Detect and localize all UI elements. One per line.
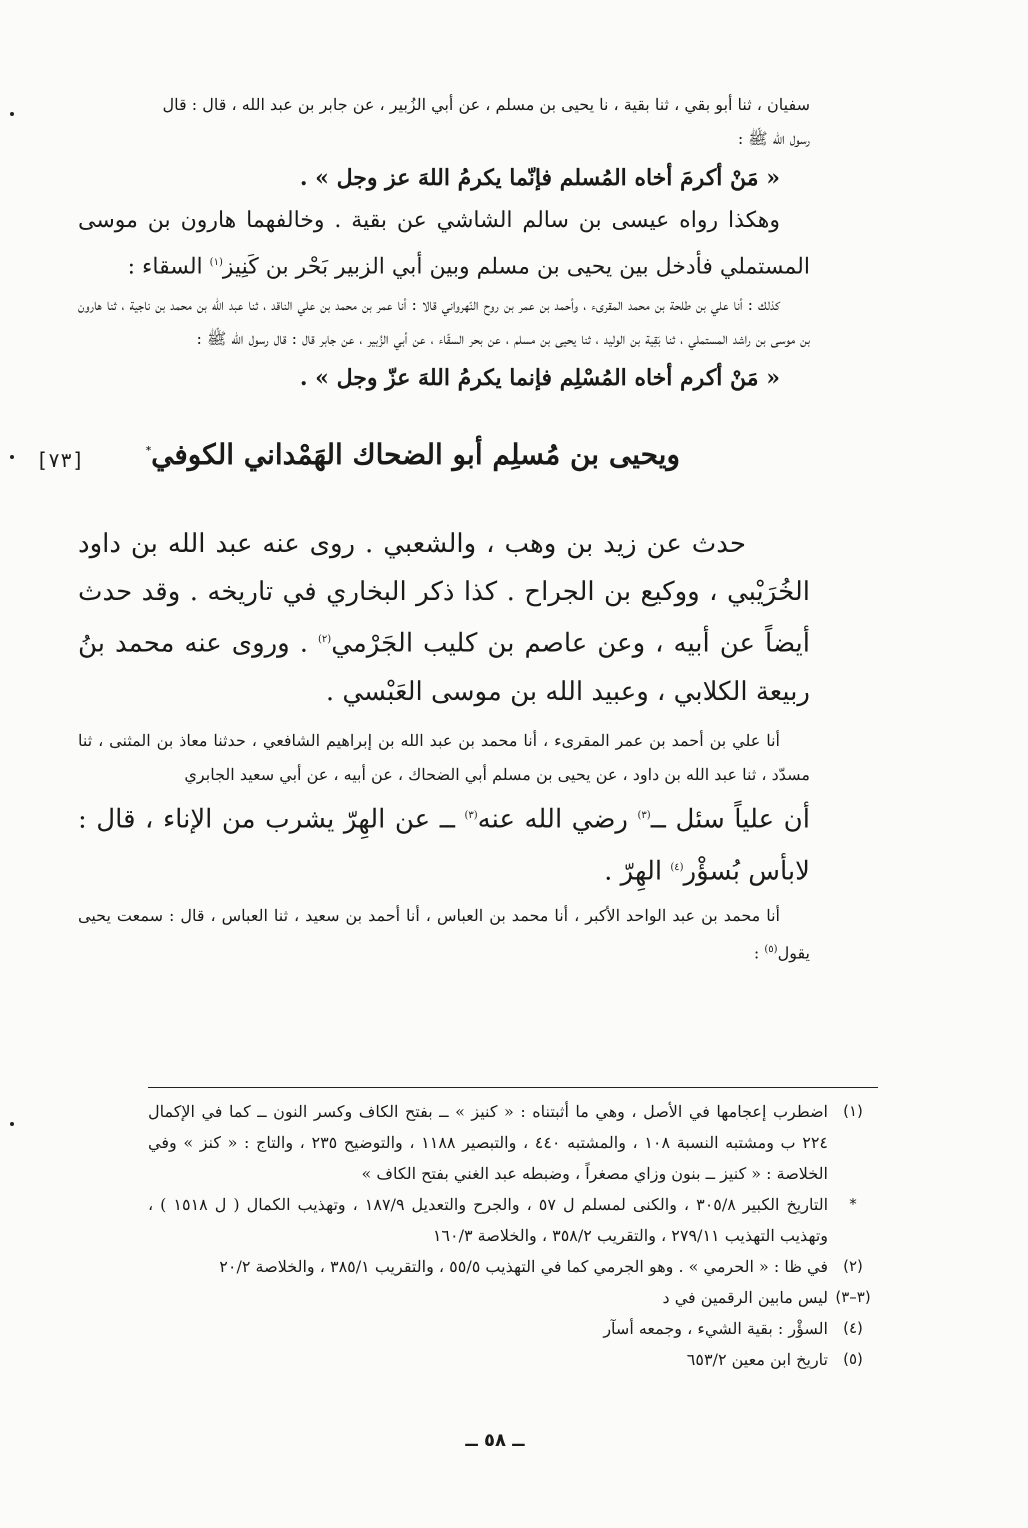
footnote-ref: (١) — [209, 257, 223, 268]
footnote-number: (٣–٣) — [835, 1288, 871, 1306]
hadith-text: « مَنْ أكرم أخاه المُسْلِم فإنما يكرمُ اللهَ عزّ وجل » . — [299, 365, 780, 392]
footnote-text: تاريخ ابن معين ٦٥٣/٢ — [686, 1350, 828, 1369]
footnote-item — [148, 1313, 878, 1344]
isnad-text: : — [753, 943, 765, 963]
footnote-item — [148, 1189, 878, 1251]
isnad-paragraph — [78, 899, 810, 970]
entry-title-text: ويحيى بن مُسلِم أبو الضحاك الهَمْداني الكوفي — [151, 438, 680, 472]
footnote-number: (٥) — [843, 1350, 863, 1368]
footnote-item — [148, 1096, 878, 1189]
footnote-item — [148, 1282, 878, 1313]
footnote-text: ليس مابين الرقمين في د — [662, 1288, 828, 1307]
hadith-text: « مَنْ أكرمَ أخاه المُسلم فإنّما يكرمُ اللهَ عز وجل » . — [299, 165, 780, 191]
footnote-item — [148, 1251, 878, 1282]
isnad-text: أنا محمد بن عبد الواحد الأكبر ، أنا محمد بن العباس ، أنا أحمد بن سعيد ، ثنا العباس ، قال : سمعت يحيى يقول — [78, 906, 810, 963]
footnotes — [148, 1096, 878, 1375]
footnote-number: (١) — [843, 1102, 863, 1120]
hadith-text: ــ عن الهِرّ يشرب من الإناء ، قال : لابأس بُسؤْر — [78, 804, 810, 887]
page-number: ــ ٥٨ ــ — [465, 1430, 525, 1451]
hadith-paragraph — [78, 792, 810, 895]
hadith-text: رضي الله عنه — [477, 804, 638, 835]
entry-number: [٧٣] — [36, 448, 85, 473]
footnote-text: التاريخ الكبير ٣٠٥/٨ ، والكنى لمسلم ل ٥٧ ، والجرح والتعديل ١٨٧/٩ ، وتهذيب الكمال ( ل ١٥١٨ ) ، وتهذيب التهذيب ٢٧٩/١١ ، والتقريب ٣٥٨/٢ ، والخلاصة ١٦٠/٣ — [148, 1195, 829, 1245]
footnote-number: * — [849, 1195, 857, 1213]
footnote-ref: (٢) — [318, 634, 332, 646]
footnote-ref: (٥) — [764, 944, 778, 956]
isnad-paragraph: أنا علي بن أحمد بن عمر المقرىء ، أنا محمد بن عبد الله بن إبراهيم الشافعي ، حدثنا معاذ بن المثنى ، ثنا مسدّد ، ثنا عبد الله بن داود ، عن يحيى بن مسلم أبي الضحاك ، عن أبيه ، عن أبي سعيد الجابري — [78, 730, 810, 784]
footnote-text: السؤْر : بقية الشيء ، وجمعه أسآر — [603, 1319, 828, 1338]
biography-paragraph — [78, 520, 810, 716]
page-body — [36, 88, 810, 971]
footnote-divider — [148, 1087, 878, 1088]
hadith-text: الهِرّ . — [604, 856, 671, 887]
biography-text: حدث عن زيد بن وهب ، والشعبي . روى عنه عبد الله بن داود الخُرَيْبي ، ووكيع بن الجراح . كذا ذكر البخاري في تاريخه . وقد حدث أيضاً عن أبيه ، وعن عاصم بن كليب الجَرْمي — [78, 529, 810, 659]
entry-title-mark: * — [145, 446, 152, 457]
biography-text: . وروى عنه محمد بنُ ربيعة الكلابي ، وعبيد الله بن موسى العَبْسي . — [78, 628, 810, 707]
margin-mark — [10, 1122, 14, 1126]
footnote-number: (٢) — [843, 1257, 863, 1275]
isnad-line: رسول الله ﷺ : — [737, 129, 810, 148]
margin-mark — [10, 455, 14, 459]
footnote-text: اضطرب إعجامها في الأصل ، وهي ما أثبتناه : « كنيز » ــ بفتح الكاف وكسر النون ــ كما في الإكمال ٢٢٤ ب ومشتبه النسبة ١٠٨ ، والمشتبه ٤٤٠ ، والتبصير ١١٨٨ ، والتوضيح ٢٣٥ ، والتاج : « كنز » وفي الخلاصة : « كنيز ــ بنون وزاي مصغراً ، وضبطه عبد الغني بفتح الكاف » — [148, 1102, 829, 1183]
margin-mark — [10, 112, 14, 116]
footnote-ref: (٣) — [637, 809, 651, 821]
footnote-ref: (٤) — [670, 861, 684, 873]
footnote-number: (٤) — [843, 1319, 863, 1337]
isnad-paragraph: كذلك : أنا علي بن طلحة بن محمد المقرىء ، وأحمد بن عمر بن روح النّهرواني قالا : أنا عمر بن محمد بن علي الناقد ، ثنا عبد الله بن محمد بن ناجية ، ثنا هارون بن موسى بن راشد المستملي ، ثنا بَقِية بن الوليد ، ثنا يحيى بن مسلم ، عن بحر السقّاء ، عن أبي الزُبير ، عن جابر قال : قال رسول الله ﷺ : — [78, 295, 810, 349]
narration-paragraph — [78, 200, 810, 288]
narration-text: السقاء : — [127, 254, 210, 280]
entry-title — [146, 438, 680, 471]
narration-text: وهكذا رواه عيسى بن سالم الشاشي عن بقية . وخالفهما هارون بن موسى المستملي فأدخل بين يحيى بن مسلم وبين أبي الزبير بَحْر بن كَنِيز — [78, 208, 810, 280]
isnad-line: سفيان ، ثنا أبو بقي ، ثنا بقية ، نا يحيى بن مسلم ، عن أبي الزُبير ، عن جابر بن عبد الله ، قال : قال — [162, 95, 810, 114]
footnote-item — [148, 1344, 878, 1375]
hadith-text: أن علياً سئل ــ — [650, 804, 810, 835]
footnote-text: في ظا : « الحرمي » . وهو الجرمي كما في التهذيب ٥٥/٥ ، والتقريب ٣٨٥/١ ، والخلاصة ٢٠/٢ — [219, 1257, 828, 1276]
entry-heading — [36, 430, 810, 494]
footnote-ref: (٣) — [464, 809, 478, 821]
